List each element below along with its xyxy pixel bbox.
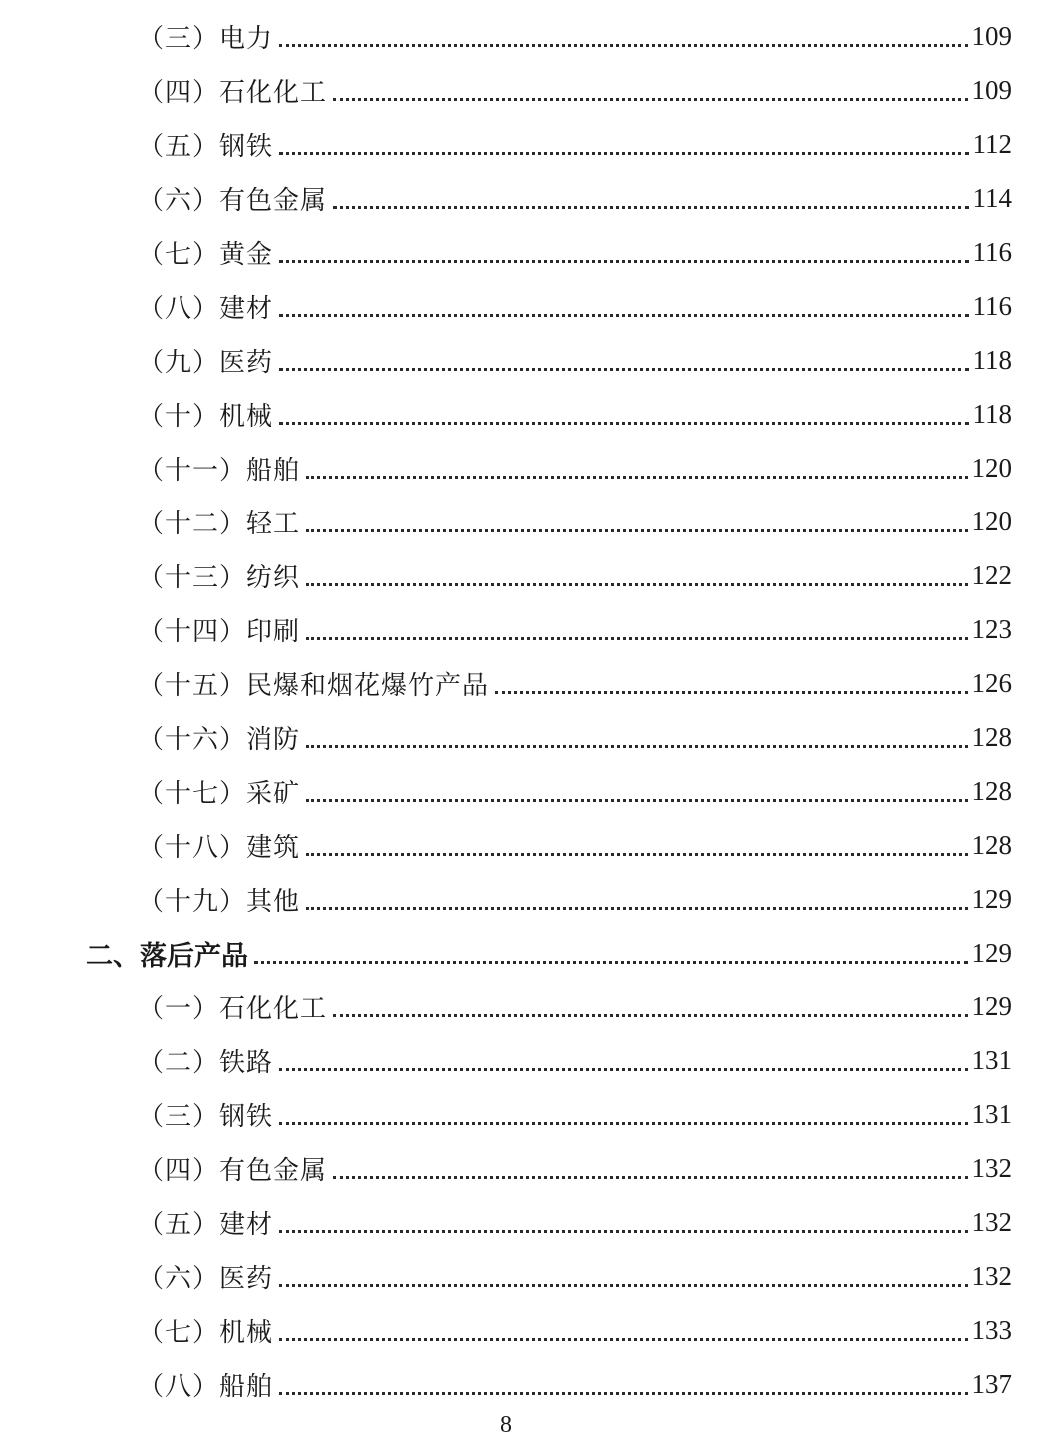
toc-entry[interactable] (0, 818, 1012, 872)
toc-entry-page: 118 (972, 344, 1012, 375)
dot-leader (279, 44, 967, 47)
toc-entry-label: （六）有色金属 (138, 186, 328, 217)
toc-entry-page: 137 (971, 1368, 1012, 1399)
dot-leader (279, 1122, 967, 1125)
toc-entry-label: （十八）建筑 (138, 832, 301, 863)
toc-entry-page: 131 (971, 1045, 1012, 1076)
toc-entry[interactable] (0, 872, 1012, 926)
toc-entry[interactable] (0, 10, 1012, 64)
toc-entry-label: （三）电力 (138, 24, 274, 55)
toc-entry-page: 116 (972, 290, 1012, 321)
toc-entry[interactable] (0, 980, 1012, 1034)
toc-entry[interactable] (0, 279, 1012, 333)
toc-entry-page: 128 (971, 775, 1012, 806)
dot-leader (279, 1338, 967, 1341)
toc-entry-page: 128 (971, 829, 1012, 860)
toc-entry-label: 二、落后产品 (86, 940, 248, 972)
toc-entry-label: （八）船舶 (138, 1371, 274, 1402)
toc-entry[interactable] (0, 1196, 1012, 1250)
toc-entry-page: 126 (971, 668, 1012, 699)
dot-leader (279, 1284, 967, 1287)
toc-entry[interactable] (0, 549, 1012, 603)
toc-entry-page: 132 (971, 1207, 1012, 1238)
toc-entry-page: 129 (971, 937, 1012, 968)
toc-entry-label: （十五）民爆和烟花爆竹产品 (138, 671, 490, 702)
toc-entry-label: （十）机械 (138, 401, 274, 432)
toc-entry[interactable] (0, 118, 1012, 172)
dot-leader (306, 853, 967, 856)
toc-entry-page: 114 (972, 183, 1012, 214)
toc-entry-page: 132 (971, 1260, 1012, 1291)
toc-entry-label: （五）钢铁 (138, 132, 274, 163)
toc-entry[interactable] (0, 603, 1012, 657)
toc-entry-label: （四）石化化工 (138, 78, 328, 109)
toc-entry-page: 120 (971, 452, 1012, 483)
dot-leader (279, 422, 968, 425)
toc-section-entry[interactable] (0, 926, 1012, 980)
dot-leader (279, 260, 968, 263)
toc-entry-page: 128 (971, 722, 1012, 753)
dot-leader (279, 1230, 967, 1233)
toc-entry-label: （七）机械 (138, 1317, 274, 1348)
toc-entry[interactable] (0, 1034, 1012, 1088)
toc-entry[interactable] (0, 1249, 1012, 1303)
toc-entry-page: 131 (971, 1099, 1012, 1130)
toc-entry[interactable] (0, 1303, 1012, 1357)
toc-entry[interactable] (0, 1088, 1012, 1142)
toc-entry[interactable] (0, 387, 1012, 441)
dot-leader (306, 745, 967, 748)
toc-entry[interactable] (0, 711, 1012, 765)
toc-entry-label: （十一）船舶 (138, 455, 301, 486)
toc-entry-page: 132 (971, 1153, 1012, 1184)
dot-leader (333, 206, 968, 209)
toc-entry-page: 116 (972, 237, 1012, 267)
dot-leader (279, 1392, 967, 1395)
toc-entry[interactable] (0, 441, 1012, 495)
toc-entry-page: 109 (971, 75, 1012, 106)
dot-leader (279, 1068, 967, 1071)
toc-entry-label: （十二）轻工 (138, 509, 301, 540)
dot-leader (279, 368, 968, 371)
toc-entry-label: （十九）其他 (138, 886, 301, 917)
dot-leader (306, 583, 967, 586)
dot-leader (333, 98, 967, 101)
toc-entry-label: （十三）纺织 (138, 563, 301, 594)
toc-entry-page: 120 (971, 506, 1012, 537)
toc-entry-label: （七）黄金 (138, 240, 274, 270)
page-number: 8 (500, 1412, 512, 1438)
toc-entry-label: （一）石化化工 (138, 994, 328, 1025)
toc-entry-label: （十七）采矿 (138, 778, 301, 809)
dot-leader (279, 152, 968, 155)
toc-entry[interactable] (0, 64, 1012, 118)
dot-leader (306, 529, 967, 532)
toc-entry[interactable] (0, 172, 1012, 226)
toc-entry-label: （十六）消防 (138, 725, 301, 756)
toc-entry-page: 123 (971, 614, 1012, 645)
dot-leader (254, 961, 968, 964)
dot-leader (333, 1176, 967, 1179)
dot-leader (279, 314, 968, 317)
toc-entry-label: （八）建材 (138, 293, 274, 324)
toc-entry[interactable] (0, 333, 1012, 387)
toc-entry-page: 133 (971, 1314, 1012, 1345)
table-of-contents (0, 10, 1042, 1411)
toc-entry-label: （九）医药 (138, 347, 274, 378)
dot-leader (306, 637, 967, 640)
toc-entry-page: 109 (971, 21, 1012, 52)
dot-leader (495, 691, 967, 694)
toc-entry-label: （六）医药 (138, 1263, 274, 1294)
toc-entry-page: 122 (971, 560, 1012, 591)
toc-entry-label: （五）建材 (138, 1210, 274, 1241)
toc-entry-label: （十四）印刷 (138, 617, 301, 648)
toc-entry-page: 129 (971, 991, 1012, 1022)
dot-leader (306, 799, 967, 802)
toc-entry[interactable] (0, 226, 1012, 280)
toc-entry[interactable] (0, 1142, 1012, 1196)
toc-entry-label: （四）有色金属 (138, 1156, 328, 1187)
dot-leader (306, 476, 967, 479)
toc-entry[interactable] (0, 657, 1012, 711)
toc-entry-label: （三）钢铁 (138, 1102, 274, 1133)
toc-entry-page: 112 (972, 129, 1012, 160)
dot-leader (333, 1014, 967, 1017)
dot-leader (306, 907, 967, 910)
toc-entry-label: （二）铁路 (138, 1048, 274, 1079)
toc-entry[interactable] (0, 1357, 1012, 1411)
toc-entry-page: 129 (971, 883, 1012, 914)
toc-entry[interactable] (0, 764, 1012, 818)
toc-entry[interactable] (0, 495, 1012, 549)
toc-entry-page: 118 (972, 398, 1012, 429)
